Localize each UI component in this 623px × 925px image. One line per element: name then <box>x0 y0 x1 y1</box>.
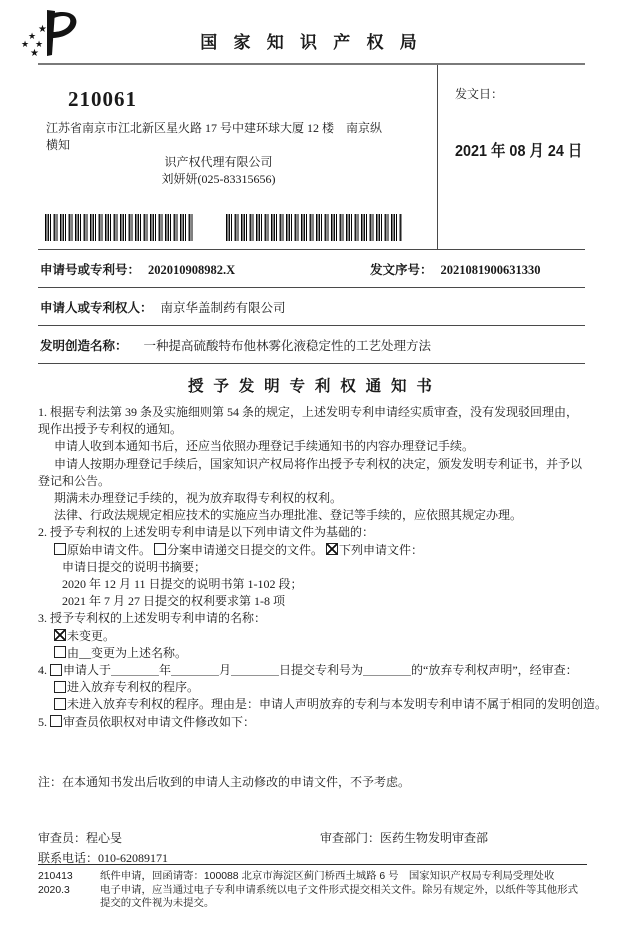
form-code-block <box>38 870 100 911</box>
cnipa-logo-icon <box>14 8 80 62</box>
office-code: 210061 <box>68 87 137 111</box>
option-divisional-files: 分案申请递交日提交的文件。 <box>167 542 324 557</box>
document-item: 申请日提交的说明书摘要； <box>62 559 207 574</box>
svg-text:★: ★ <box>35 39 44 49</box>
section-2-options <box>54 542 585 559</box>
examiner-name: 程心旻 <box>86 831 123 846</box>
document-item: 2021 年 7 月 27 日提交的权利要求第 1-8 项 <box>62 594 285 609</box>
table-row <box>38 326 585 364</box>
barcode <box>45 214 193 241</box>
checkbox-unchecked-icon <box>54 646 66 658</box>
checkbox-unchecked-icon <box>154 543 166 555</box>
department-label: 审查部门： <box>320 831 381 846</box>
checkbox-checked-icon <box>54 629 66 641</box>
option-name-unchanged: 未变更。 <box>54 628 585 645</box>
checkbox-checked-icon <box>326 543 338 555</box>
invention-title-value: 一种提高硫酸特布他林雾化液稳定性的工艺处理方法 <box>143 339 432 353</box>
notice-title: 授 予 发 明 专 利 权 通 知 书 <box>188 378 435 395</box>
agency-name: 国 家 知 识 产 权 局 <box>200 33 423 52</box>
barcode <box>226 214 402 241</box>
examiner-label: 审查员： <box>38 831 87 846</box>
department-name: 医药生物发明审查部 <box>380 831 489 846</box>
note-line: 注：在本通知书发出后收到的申请人主动修改的申请文件，不予考虑。 <box>38 774 411 789</box>
e-filing-instruction: 电子申请，应当通过电子专利申请系统以电子文件形式提交相关文件。除另有规定外，以纸件等其他形式提交的文件视为未提交。 <box>100 884 578 909</box>
serial-no-value: 2021081900631330 <box>440 263 541 277</box>
checkbox-unchecked-icon <box>50 664 62 676</box>
option-original-files: 原始申请文件。 <box>67 542 152 557</box>
table-row <box>38 250 585 288</box>
paper-filing-instruction: 纸件申请，回函请寄：100088 北京市海淀区蓟门桥西土城路 6 号 国家知识产权局专利局受理处收 <box>100 871 555 882</box>
svg-text:★: ★ <box>28 31 37 41</box>
agent-contact: 刘妍妍(025-83315656) <box>161 172 276 186</box>
paragraph-3: 申请人按期办理登记手续后，国家知识产权局将作出授予专利权的决定，颁发发明专利证书，并予以登记和公告。 <box>38 456 583 488</box>
checkbox-unchecked-icon <box>50 715 62 727</box>
form-version: 2020.3 <box>38 884 70 896</box>
checkbox-unchecked-icon <box>54 543 66 555</box>
paragraph-4: 期满未办理登记手续的，视为放弃取得专利权的权利。 <box>54 491 343 506</box>
serial-no-label: 发文序号： <box>370 263 433 277</box>
recipient-block <box>38 65 437 249</box>
document-item: 2020 年 12 月 11 日提交的说明书第 1-102 段； <box>62 577 303 592</box>
svg-text:★: ★ <box>30 48 39 59</box>
svg-text:★: ★ <box>21 39 30 49</box>
signature-block <box>38 828 585 868</box>
invention-title-label: 发明创造名称： <box>40 339 128 353</box>
section-2-heading: 2. 授予专利权的上述发明专利申请是以下列申请文件为基础的： <box>38 525 375 540</box>
application-no-label: 申请号或专利号： <box>40 263 141 277</box>
svg-text:★: ★ <box>38 24 47 35</box>
phone-number: 010-62089171 <box>98 851 169 866</box>
section-4-heading: 4. 申请人于＿＿＿＿年＿＿＿＿月＿＿＿＿日提交专利号为＿＿＿＿的“放弃专利权声明”，经审查： <box>38 663 578 678</box>
applicant-value: 南京华盖制药有限公司 <box>160 301 286 315</box>
form-code: 210413 <box>38 871 73 882</box>
dispatch-date-value: 2021 年 08 月 24 日 <box>455 143 583 160</box>
case-info-table <box>38 250 585 364</box>
document-header <box>0 0 623 63</box>
section-5-heading: 5. 审查员依职权对申请文件修改如下： <box>38 714 256 729</box>
address-line: 识产权代理有限公司 <box>164 155 273 169</box>
option-name-changed: 由__变更为上述名称。 <box>54 645 585 662</box>
dispatch-date-block <box>437 65 585 249</box>
cnipa-logo <box>14 8 80 67</box>
dispatch-header <box>38 65 585 250</box>
paragraph-5: 法律、行政法规规定相应技术的实施应当办理批准、登记等手续的，应依照其规定办理。 <box>54 508 523 523</box>
checkbox-unchecked-icon <box>54 698 66 710</box>
paragraph-2: 申请人收到本通知书后，还应当依照办理登记手续通知书的内容办理登记手续。 <box>54 439 475 454</box>
applicant-label: 申请人或专利权人： <box>40 301 153 315</box>
address-line: 江苏省南京市江北新区星火路 17 号中建环球大厦 12 楼 南京纵横知 <box>46 121 383 152</box>
section-3-heading: 3. 授予专利权的上述发明专利申请的名称： <box>38 611 267 626</box>
option-abandon-entered: 进入放弃专利权的程序。 <box>54 679 585 696</box>
paragraph-1: 1. 根据专利法第 39 条及实施细则第 54 条的规定，上述发明专利申请经实质审查，没有发现驳回理由，现作出授予专利权的通知。 <box>38 405 579 437</box>
table-row <box>38 288 585 326</box>
footer-instructions <box>100 870 587 911</box>
option-abandon-not-entered: 未进入放弃专利权的程序。理由是：申请人声明放弃的专利与本发明专利申请不属于相同的发明创造。 <box>54 696 585 713</box>
application-no-value: 202010908982.X <box>148 263 236 277</box>
option-listed-files: 下列申请文件： <box>339 542 424 557</box>
mailing-address <box>46 120 391 188</box>
notice-body <box>38 404 608 791</box>
dispatch-date-label: 发文日： <box>455 87 504 101</box>
form-footer <box>38 864 587 911</box>
checkbox-unchecked-icon <box>54 681 66 693</box>
phone-label: 联系电话： <box>38 851 99 866</box>
barcode-row <box>45 214 402 241</box>
